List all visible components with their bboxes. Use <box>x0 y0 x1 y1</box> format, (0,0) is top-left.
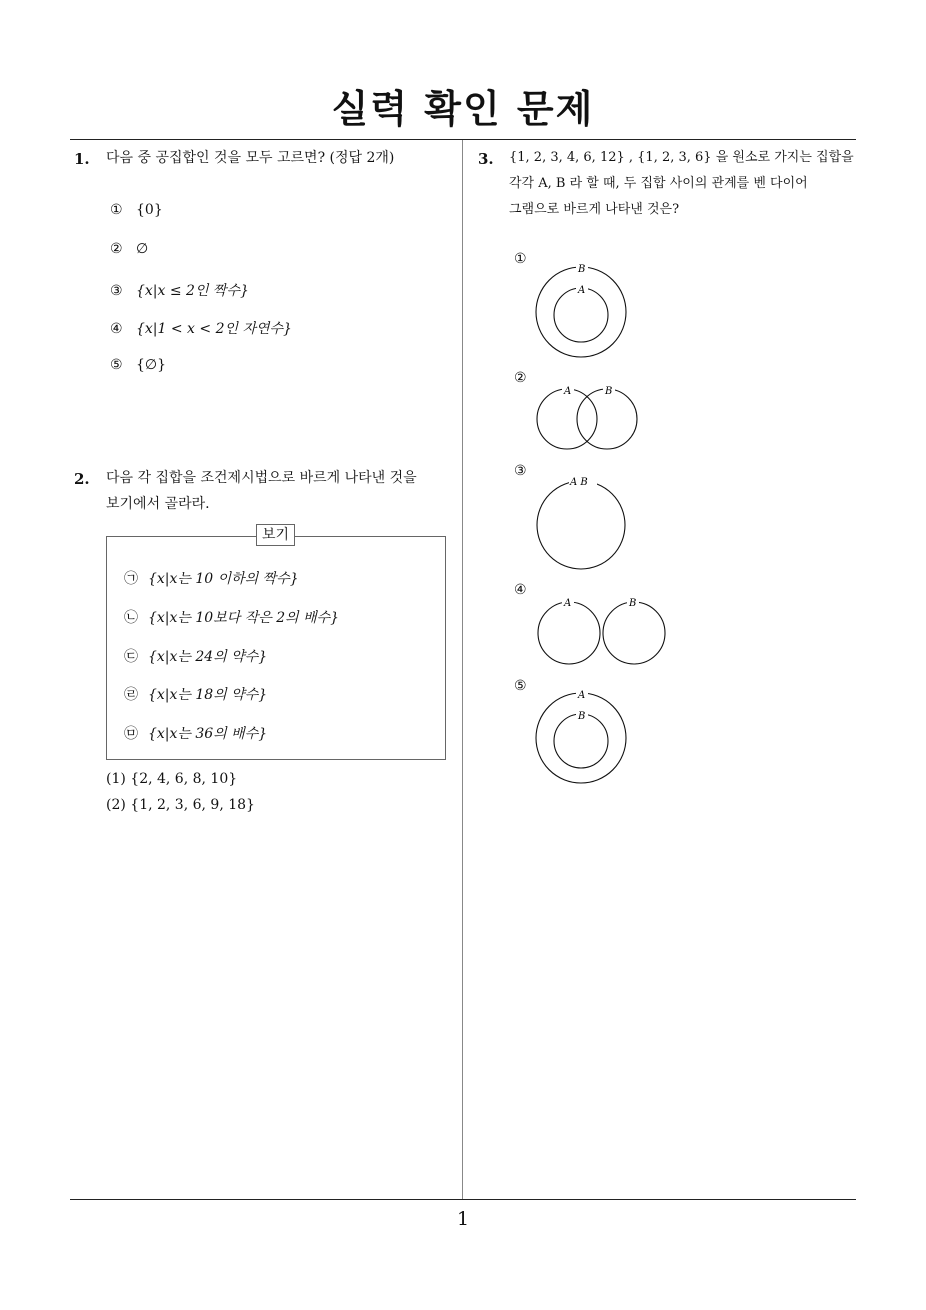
venn4-right-label: B <box>629 598 637 609</box>
q1-text: 다음 중 공집합인 것을 모두 고르면? (정답 2개) <box>106 150 395 166</box>
q2-text-line1: 다음 각 집합을 조건제시법으로 바르게 나타낸 것을 <box>106 470 417 486</box>
venn2-right-label: B <box>605 386 613 397</box>
q1-option-2[interactable]: ② ∅ <box>110 241 149 257</box>
box-item-5: ㉤ {x|x는 36의 배수} <box>124 726 268 742</box>
q3-number: 3. <box>478 150 494 168</box>
box-item-1: ㉠ {x|x는 10 이하의 짝수} <box>124 571 299 587</box>
q2-text-line2: 보기에서 골라라. <box>106 496 210 512</box>
venn5-inner-label: B <box>578 711 586 722</box>
venn-diagram-1[interactable] <box>532 262 632 360</box>
q2-answer-1: (1) {2, 4, 6, 8, 10} <box>106 771 238 787</box>
venn2-right-circle <box>577 389 637 449</box>
venn3-label: A B <box>570 477 588 488</box>
venn1-inner-circle <box>554 288 608 342</box>
box-item-4: ㉣ {x|x는 18의 약수} <box>124 687 268 703</box>
venn1-outer-label: B <box>578 264 586 275</box>
page-title: 실력 확인 문제 <box>331 87 595 131</box>
venn5-outer-label: A <box>578 690 586 701</box>
venn3-circle <box>537 481 625 569</box>
venn-diagram-2[interactable] <box>532 382 642 452</box>
q3-text-line2: 각각 A, B 라 할 때, 두 집합 사이의 관계를 벤 다이어 <box>509 176 808 191</box>
q3-option-1-mark[interactable]: ① <box>514 251 527 267</box>
q1-option-4[interactable]: ④ {x|1 < x < 2인 자연수} <box>110 321 292 337</box>
top-rule <box>70 139 856 140</box>
example-box-label: 보기 <box>256 524 295 546</box>
column-divider <box>462 140 463 1199</box>
venn2-left-label: A <box>564 386 572 397</box>
q1-option-5[interactable]: ⑤ {∅} <box>110 357 167 373</box>
venn4-left-circle <box>538 602 600 664</box>
venn5-inner-circle <box>554 714 608 768</box>
q3-option-2-mark[interactable]: ② <box>514 370 527 386</box>
venn-diagram-3[interactable] <box>532 474 632 574</box>
q1-number: 1. <box>74 150 90 168</box>
page-number: 1 <box>456 1208 470 1230</box>
q2-number: 2. <box>74 470 90 488</box>
q2-answer-2: (2) {1, 2, 3, 6, 9, 18} <box>106 797 255 813</box>
venn4-left-label: A <box>564 598 572 609</box>
venn-diagram-5[interactable] <box>532 690 632 788</box>
venn4-right-circle <box>603 602 665 664</box>
venn5-outer-circle <box>536 693 626 783</box>
q3-option-5-mark[interactable]: ⑤ <box>514 678 527 694</box>
q3-option-3-mark[interactable]: ③ <box>514 463 527 479</box>
venn-diagram-4[interactable] <box>532 594 672 668</box>
q1-option-3[interactable]: ③ {x|x ≤ 2인 짝수} <box>110 283 249 299</box>
box-item-2: ㉡ {x|x는 10보다 작은 2의 배수} <box>124 610 340 626</box>
venn2-left-circle <box>537 389 597 449</box>
bottom-rule <box>70 1199 856 1200</box>
q3-text-line1: {1, 2, 3, 4, 6, 12} , {1, 2, 3, 6} 을 원소로 가지는 집합을 <box>509 150 854 165</box>
box-item-3: ㉢ {x|x는 24의 약수} <box>124 649 268 665</box>
venn1-outer-circle <box>536 267 626 357</box>
q3-option-4-mark[interactable]: ④ <box>514 582 527 598</box>
q3-text-line3: 그램으로 바르게 나타낸 것은? <box>509 202 680 217</box>
venn1-inner-label: A <box>578 285 586 296</box>
q1-option-1[interactable]: ① {0} <box>110 202 163 218</box>
